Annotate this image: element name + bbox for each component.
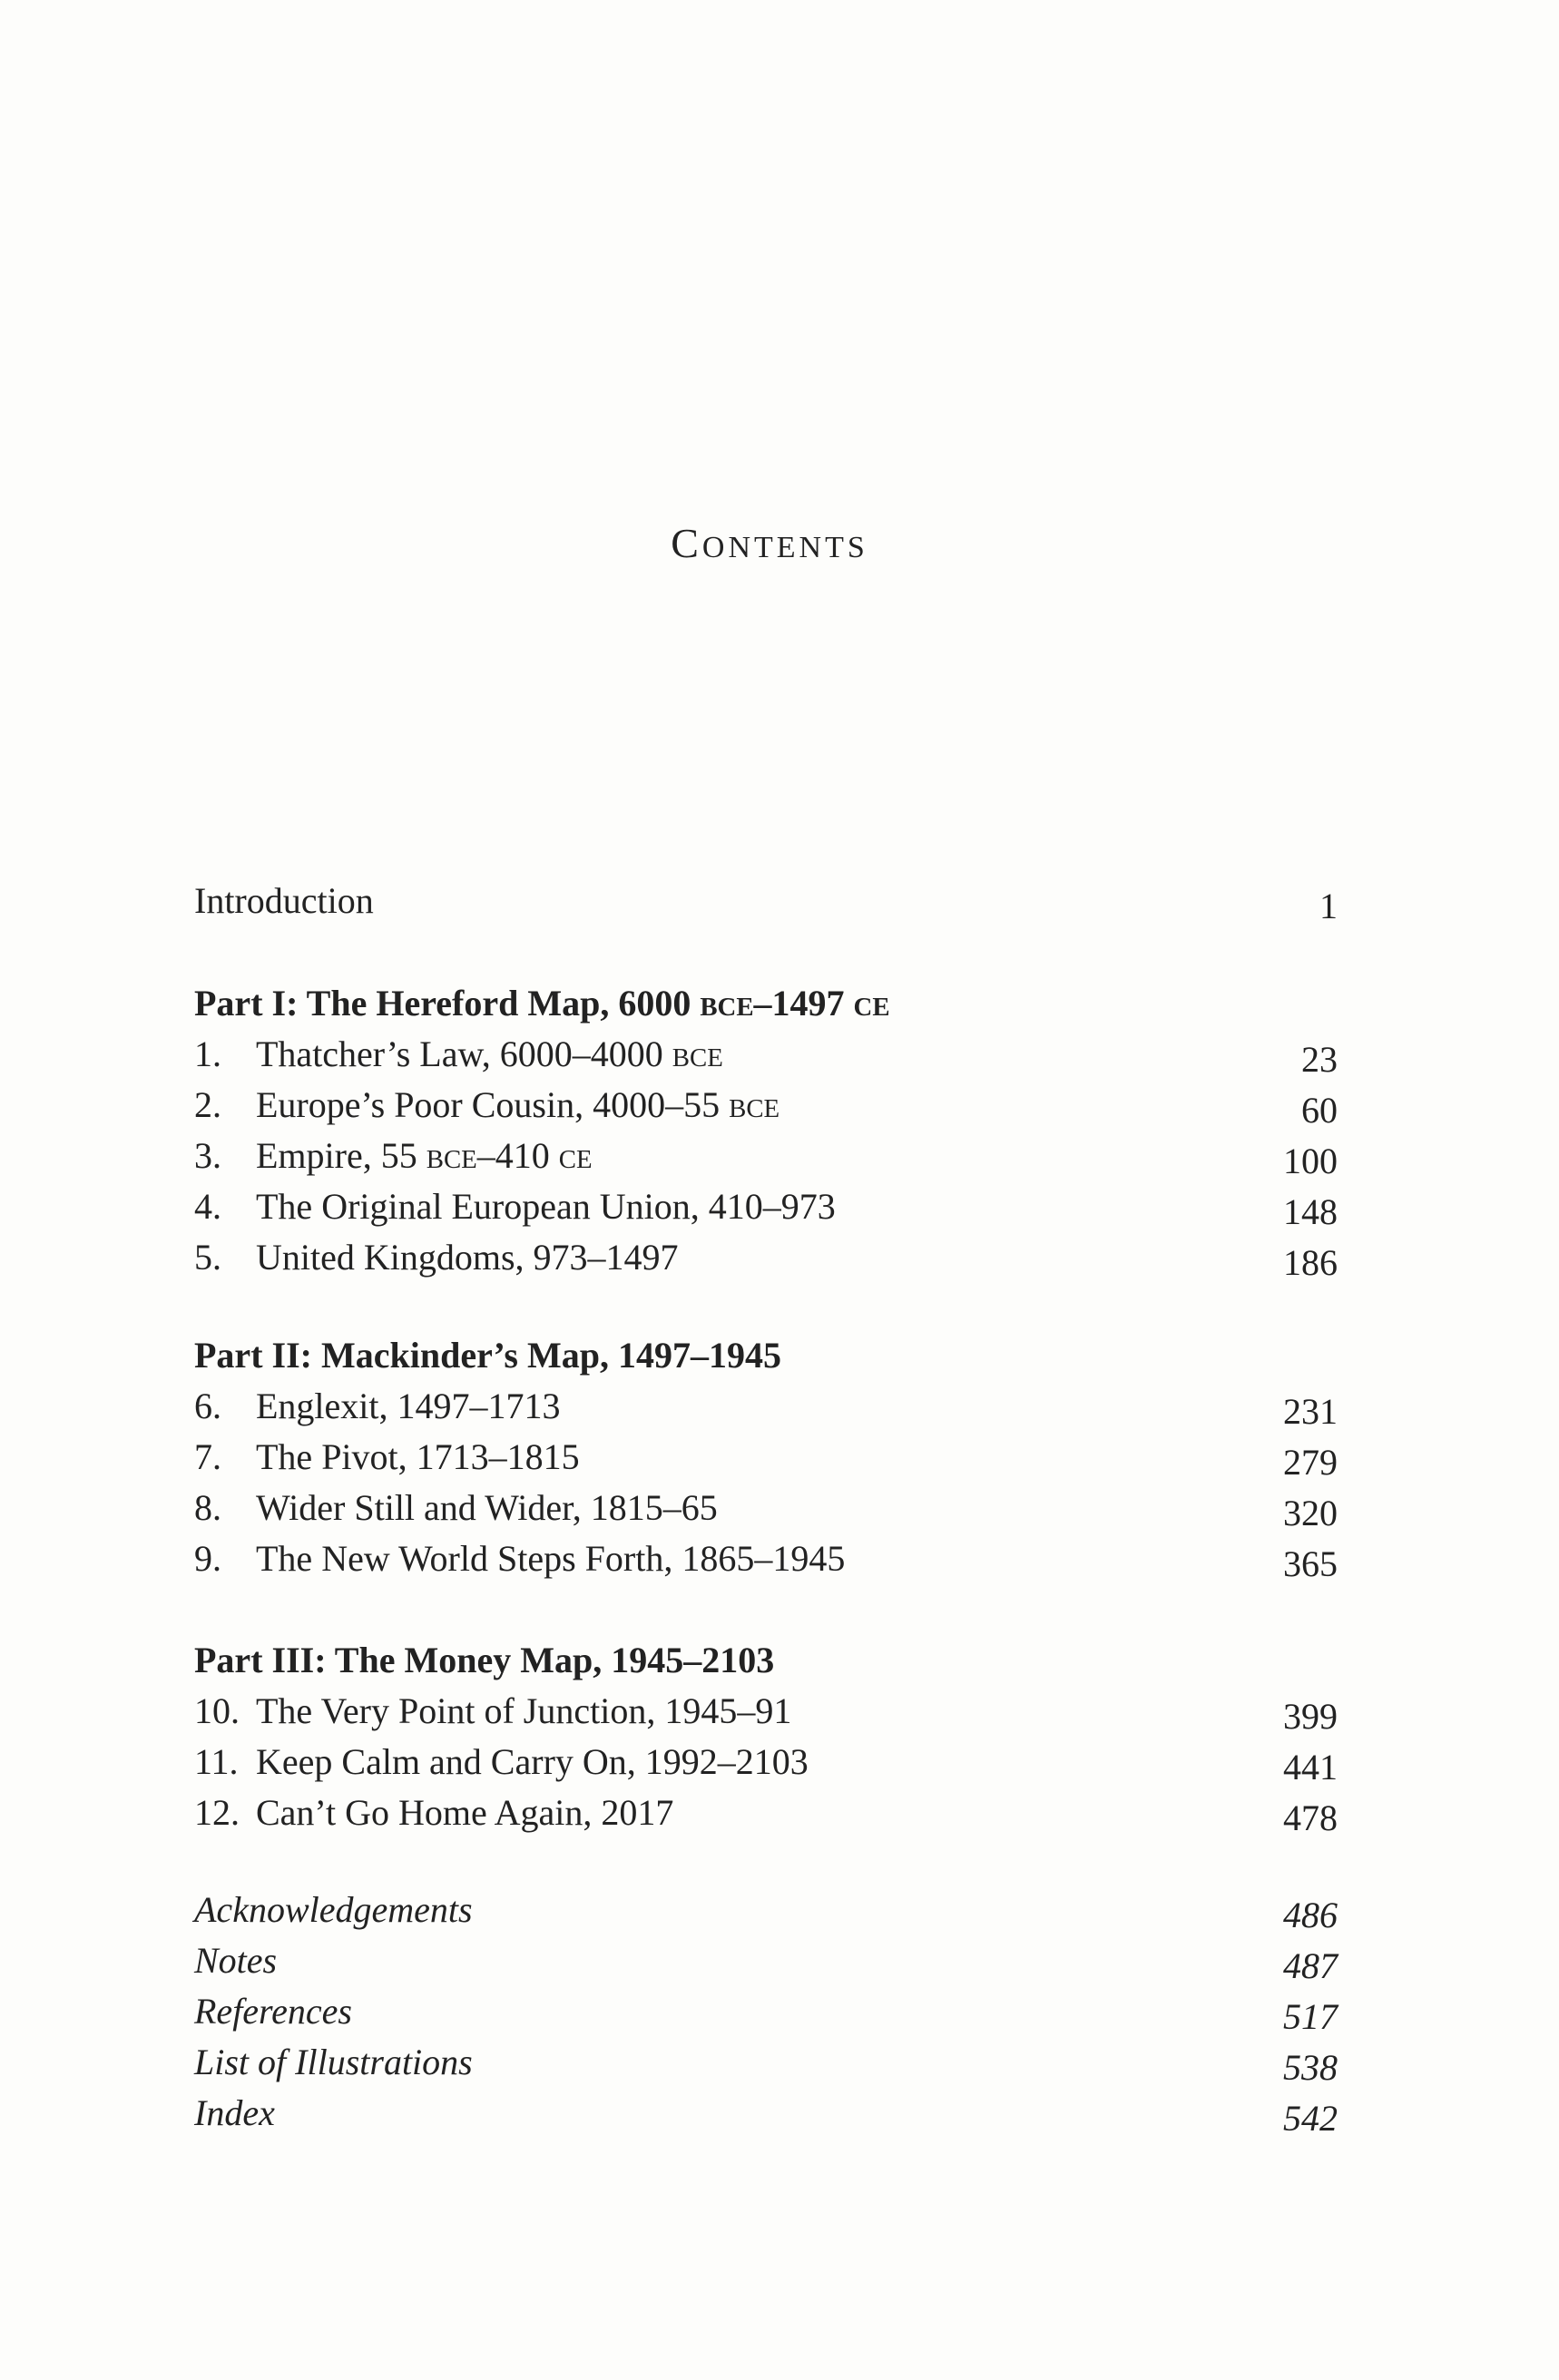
page-number: 1 xyxy=(1319,886,1338,926)
toc-section xyxy=(194,1330,1338,1584)
toc-section xyxy=(194,1885,1338,2139)
toc-entry[interactable] xyxy=(194,1080,1338,1131)
page-number: 320 xyxy=(1283,1493,1338,1533)
toc-entry[interactable] xyxy=(194,1381,1338,1432)
chapter-number: 4. xyxy=(194,1186,221,1227)
entry-title: Index xyxy=(194,2092,275,2133)
entry-title: Keep Calm and Carry On, 1992–2103 xyxy=(256,1741,809,1782)
toc-entry[interactable] xyxy=(194,1131,1338,1181)
chapter-number: 6. xyxy=(194,1386,221,1426)
entry-title: List of Illustrations xyxy=(194,2042,473,2082)
entry-title: United Kingdoms, 973–1497 xyxy=(256,1237,679,1278)
toc-entry[interactable] xyxy=(194,1533,1338,1584)
era-label: BCE xyxy=(729,1094,780,1123)
entry-title: Acknowledgements xyxy=(194,1889,473,1930)
toc-entry[interactable] xyxy=(194,1483,1338,1533)
entry-title: Englexit, 1497–1713 xyxy=(256,1386,561,1426)
era-label: BCE xyxy=(700,993,754,1022)
entry-title: Thatcher’s Law, 6000–4000 BCE xyxy=(256,1033,723,1074)
toc-entry[interactable] xyxy=(194,1686,1338,1737)
toc-entry[interactable] xyxy=(194,1232,1338,1283)
page-number: 279 xyxy=(1283,1442,1338,1483)
page-number: 441 xyxy=(1283,1747,1338,1787)
entry-title: Introduction xyxy=(194,880,374,921)
page-number: 486 xyxy=(1283,1895,1338,1935)
part-heading xyxy=(194,978,1338,1029)
toc-entry[interactable] xyxy=(194,1737,1338,1787)
page-number: 231 xyxy=(1283,1391,1338,1432)
toc-entry[interactable] xyxy=(194,876,1338,926)
entry-title: The Original European Union, 410–973 xyxy=(256,1186,836,1227)
era-label: CE xyxy=(558,1145,593,1174)
entry-title: The Very Point of Junction, 1945–91 xyxy=(256,1690,792,1731)
page-number: 365 xyxy=(1283,1543,1338,1584)
chapter-number: 2. xyxy=(194,1084,221,1125)
chapter-number: 3. xyxy=(194,1135,221,1176)
toc-section xyxy=(194,1635,1338,1838)
page-number: 100 xyxy=(1283,1141,1338,1181)
part-heading xyxy=(194,1635,1338,1686)
page-number: 186 xyxy=(1283,1242,1338,1283)
toc-entry[interactable] xyxy=(194,1787,1338,1838)
title-rest: ONTENTS xyxy=(701,531,868,564)
part-title: Part II: Mackinder’s Map, 1497–1945 xyxy=(194,1335,781,1376)
entry-title: References xyxy=(194,1991,352,2032)
toc-entry[interactable] xyxy=(194,1432,1338,1483)
entry-title: Empire, 55 BCE–410 CE xyxy=(256,1135,593,1176)
page-number: 60 xyxy=(1301,1090,1338,1131)
part-title: Part I: The Hereford Map, 6000 BCE–1497 CE xyxy=(194,983,890,1023)
toc-entry[interactable] xyxy=(194,1986,1338,2037)
chapter-number: 10. xyxy=(194,1690,240,1731)
era-label: BCE xyxy=(426,1145,477,1174)
toc-section xyxy=(194,978,1338,1283)
page-number: 478 xyxy=(1283,1797,1338,1838)
page-number: 538 xyxy=(1283,2047,1338,2088)
chapter-number: 8. xyxy=(194,1487,221,1528)
entry-title: The New World Steps Forth, 1865–1945 xyxy=(256,1538,846,1579)
toc-entry[interactable] xyxy=(194,1935,1338,1986)
page-title xyxy=(0,519,1539,567)
entry-title: Can’t Go Home Again, 2017 xyxy=(256,1792,674,1833)
toc-entry[interactable] xyxy=(194,2088,1338,2139)
chapter-number: 1. xyxy=(194,1033,221,1074)
part-title: Part III: The Money Map, 1945–2103 xyxy=(194,1640,775,1680)
toc-entry[interactable] xyxy=(194,1885,1338,1935)
chapter-number: 12. xyxy=(194,1792,240,1833)
entry-title: Europe’s Poor Cousin, 4000–55 BCE xyxy=(256,1084,780,1125)
entry-title: Notes xyxy=(194,1940,278,1981)
toc-entry[interactable] xyxy=(194,1181,1338,1232)
page-number: 517 xyxy=(1283,1996,1338,2037)
entry-title: Wider Still and Wider, 1815–65 xyxy=(256,1487,718,1528)
page-number: 487 xyxy=(1283,1945,1338,1986)
toc-entry[interactable] xyxy=(194,1029,1338,1080)
page-number: 399 xyxy=(1283,1696,1338,1737)
era-label: BCE xyxy=(672,1043,723,1072)
toc-entry[interactable] xyxy=(194,2037,1338,2088)
entry-title: The Pivot, 1713–1815 xyxy=(256,1436,580,1477)
part-heading xyxy=(194,1330,1338,1381)
toc-section xyxy=(194,876,1338,926)
page-number: 148 xyxy=(1283,1191,1338,1232)
chapter-number: 9. xyxy=(194,1538,221,1579)
chapter-number: 11. xyxy=(194,1741,239,1782)
chapter-number: 7. xyxy=(194,1436,221,1477)
page-number: 542 xyxy=(1283,2098,1338,2139)
era-label: CE xyxy=(853,993,890,1022)
chapter-number: 5. xyxy=(194,1237,221,1278)
page-number: 23 xyxy=(1301,1039,1338,1080)
title-initial: C xyxy=(671,520,702,566)
